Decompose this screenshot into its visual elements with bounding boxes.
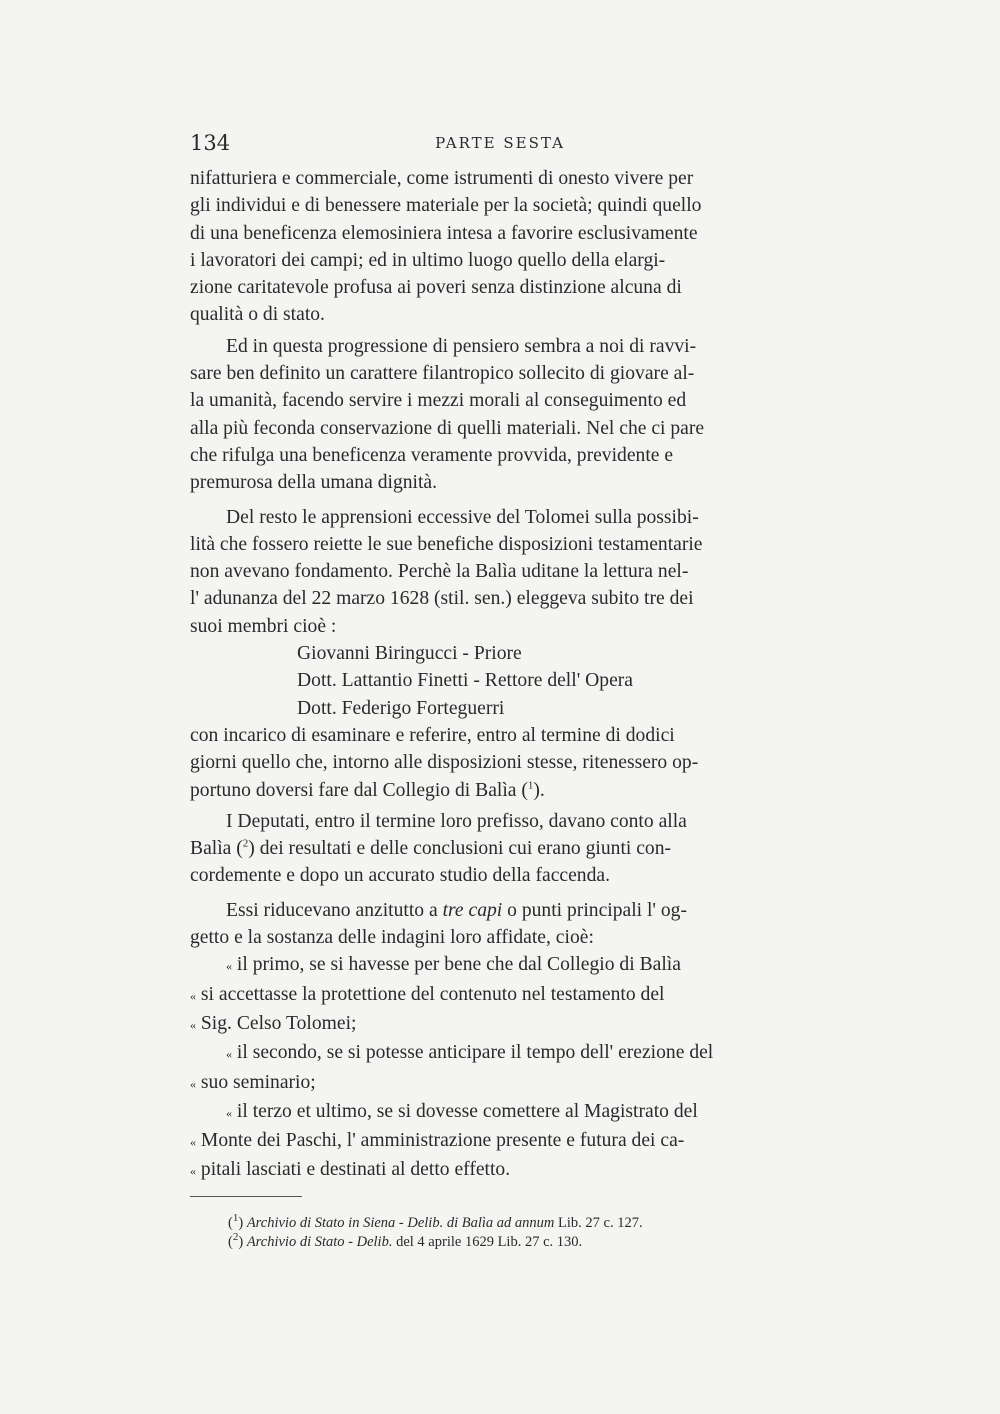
- quote-mark: «: [226, 1047, 232, 1062]
- text-line: getto e la sostanza delle indagini loro affidate, cioè:: [190, 927, 594, 949]
- text-line: che rifulga una beneficenza veramente provvida, previdente e: [190, 444, 674, 466]
- text-line: suo seminario;: [200, 1071, 316, 1093]
- footnote-ref-2[interactable]: 2: [242, 837, 249, 850]
- quote-item-1: [190, 951, 856, 1039]
- text-line: premurosa della umana dignità.: [190, 472, 438, 494]
- text-line: Balìa (: [190, 838, 243, 860]
- footnote-ref-1[interactable]: 1: [527, 779, 534, 791]
- text-line: suoi membri cioè :: [190, 615, 337, 637]
- text-line: non avevano fondamento. Perchè la Balìa uditane la lettura nel-: [190, 561, 689, 583]
- footnote-1: ($^1$) Archivio di Stato in Siena - Delib. di Balìa ad annum Lib. 27 c. 127.: [228, 1212, 643, 1231]
- member-finetti: Dott. Lattantio Finetti - Rettore dell' Opera: [297, 670, 633, 692]
- text-line: o punti principali l' og-: [502, 899, 687, 921]
- footnote-ref: del 4 aprile 1629 Lib. 27 c. 130.: [392, 1234, 583, 1250]
- quote-mark: «: [190, 1135, 196, 1150]
- footnote-ref: Lib. 27 c. 127.: [554, 1215, 643, 1231]
- text-line: portuno doversi fare dal Collegio di Balìa (: [190, 779, 528, 801]
- quote-mark: «: [190, 988, 196, 1003]
- text-line: Essi riducevano anzitutto a: [226, 899, 443, 921]
- footnotes: [228, 1214, 868, 1252]
- emphasis-tre-capi: tre capi: [442, 899, 503, 921]
- quote-item-2: [190, 1039, 856, 1098]
- quote-item-3: [190, 1098, 856, 1186]
- members-list: [190, 640, 856, 722]
- text-line: ) dei resultati e delle conclusioni cui erano giunti con-: [248, 838, 672, 860]
- paragraph-6: [190, 897, 856, 952]
- text-line: ).: [533, 779, 545, 801]
- text-line: nifatturiera e commerciale, come istrumenti di onesto vivere per: [190, 168, 694, 189]
- text-line: lità che fossero reiette le sue benefiche disposizioni testamentarie: [190, 533, 703, 555]
- text-line: alla più feconda conservazione di quelli materiali. Nel che ci pare: [190, 417, 705, 439]
- quote-mark: «: [226, 1105, 232, 1120]
- text-line: I Deputati, entro il termine loro prefisso, davano conto alla: [226, 810, 687, 832]
- paragraph-4: [190, 722, 856, 804]
- text-line: il primo, se si havesse per bene che dal Collegio di Balìa: [236, 954, 681, 976]
- running-head: PARTE SESTA: [435, 134, 565, 152]
- text-line: si accettasse la protettione del contenuto nel testamento del: [200, 983, 665, 1005]
- footnote-source: Archivio di Stato in Siena - Delib. di Balìa ad annum: [246, 1215, 555, 1231]
- footnote-mark: 2: [232, 1231, 239, 1244]
- paragraph-2: [190, 333, 856, 497]
- footnote-divider: [190, 1196, 302, 1197]
- quote-mark: «: [226, 959, 232, 974]
- quote-mark: «: [190, 1164, 196, 1179]
- text-line: gli individui e di benessere materiale per la società; quindi quello: [190, 195, 702, 217]
- text-line: qualità o di stato.: [190, 304, 325, 326]
- quote-mark: «: [190, 1076, 196, 1091]
- text-line: Monte dei Paschi, l' amministrazione presente e futura dei ca-: [200, 1130, 685, 1152]
- text-line: pitali lasciati e destinati al detto effetto.: [200, 1159, 511, 1181]
- text-line: di una beneficenza elemosiniera intesa a favorire esclusivamente: [190, 222, 698, 244]
- text-line: zione caritatevole profusa ai poveri senza distinzione alcuna di: [190, 277, 682, 299]
- text-line: Del resto le apprensioni eccessive del Tolomei sulla possibi-: [226, 506, 699, 528]
- paragraph-5: [190, 808, 856, 890]
- text-line: cordemente e dopo un accurato studio della faccenda.: [190, 865, 610, 887]
- paragraph-3: [190, 504, 856, 640]
- quote-mark: «: [190, 1017, 196, 1032]
- text-line: il secondo, se si potesse anticipare il tempo dell' erezione del: [236, 1042, 714, 1064]
- member-biringucci: Giovanni Biringucci - Priore: [297, 643, 522, 665]
- text-line: l' adunanza del 22 marzo 1628 (stil. sen.) eleggeva subito tre dei: [190, 588, 694, 610]
- text-line: Ed in questa progressione di pensiero sembra a noi di ravvi-: [226, 335, 697, 357]
- text-line: giorni quello che, intorno alle disposizioni stesse, ritenessero op-: [190, 752, 699, 774]
- footnote-source: Archivio di Stato - Delib.: [246, 1234, 393, 1250]
- text-line: i lavoratori dei campi; ed in ultimo luogo quello della elargi-: [190, 249, 666, 271]
- footnote-mark: 1: [232, 1212, 239, 1225]
- footnote-2: ($^2$) Archivio di Stato - Delib. del 4 aprile 1629 Lib. 27 c. 130.: [228, 1231, 583, 1250]
- text-line: la umanità, facendo servire i mezzi morali al conseguimento ed: [190, 390, 687, 412]
- paragraph-1: [190, 165, 856, 329]
- text-line: il terzo et ultimo, se si dovesse comettere al Magistrato del: [236, 1100, 698, 1122]
- text-line: sare ben definito un carattere filantropico sollecito di giovare al-: [190, 363, 695, 385]
- text-line: con incarico di esaminare e referire, entro al termine di dodici: [190, 724, 675, 746]
- member-forteguerri: Dott. Federigo Forteguerri: [297, 697, 505, 719]
- page-number: 134: [190, 131, 231, 155]
- text-line: Sig. Celso Tolomei;: [200, 1012, 357, 1034]
- body-text: [190, 165, 856, 1186]
